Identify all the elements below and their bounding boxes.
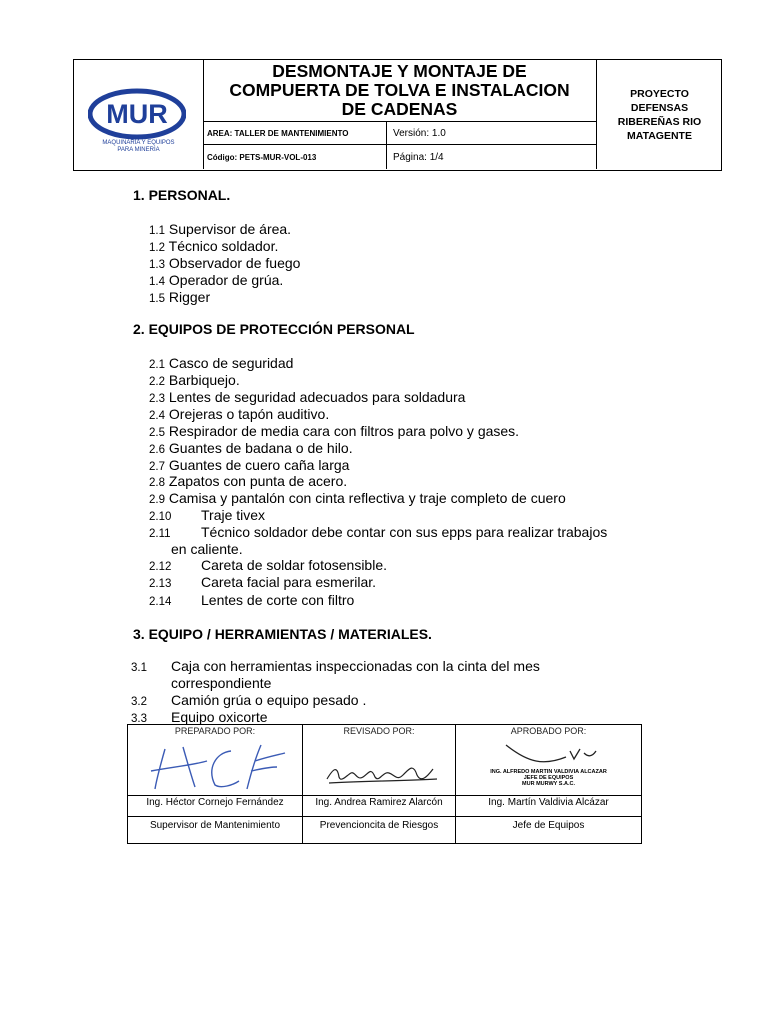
- list-item-text: Traje tivex: [201, 507, 266, 523]
- approved-column: [456, 725, 641, 843]
- title-line: DE CADENAS: [341, 99, 458, 119]
- logo-subtitle: [74, 140, 203, 154]
- project-line: MATAGENTE: [627, 129, 692, 142]
- prepared-name: Ing. Héctor Cornejo Fernández: [146, 797, 284, 808]
- reviewed-header: REVISADO POR:: [343, 726, 415, 736]
- logo-subtitle-line: PARA MINERIA: [117, 147, 160, 153]
- approved-header: APROBADO POR:: [510, 726, 587, 736]
- list-item: 1.4 Operador de grúa.: [149, 272, 284, 288]
- list-item: 2.2 Barbiquejo.: [149, 372, 240, 388]
- list-item: 1.3 Observador de fuego: [149, 255, 301, 271]
- list-item-text: Técnico soldador debe contar con sus epps para realizar trabajos: [201, 524, 608, 540]
- list-item-text: Caja con herramientas inspeccionadas con la cinta del mes: [171, 658, 540, 674]
- signature-martin: [486, 739, 616, 769]
- list-item: 2.4 Orejeras o tapón auditivo.: [149, 406, 330, 422]
- stamp-line: JEFE DE EQUIPOS: [523, 775, 574, 781]
- list-item-text: Camión grúa o equipo pesado .: [171, 692, 367, 708]
- section-title-personal: 1. PERSONAL.: [133, 187, 231, 203]
- prepared-header: PREPARADO POR:: [174, 726, 256, 736]
- page-label: Página: 1/4: [386, 145, 596, 169]
- list-item: 1.2 Técnico soldador.: [149, 238, 279, 254]
- signature-hcf: [143, 741, 293, 793]
- reviewed-name: Ing. Andrea Ramirez Alarcón: [315, 797, 443, 808]
- reviewed-column: [303, 725, 456, 843]
- logo-text: MUR: [106, 99, 168, 129]
- section-title-equipment: 3. EQUIPO / HERRAMIENTAS / MATERIALES.: [133, 626, 432, 642]
- list-item: 2.1 Casco de seguridad: [149, 355, 294, 371]
- meta-row-area: [203, 122, 596, 145]
- reviewed-role: Prevencioncita de Riesgos: [319, 820, 439, 831]
- list-item: 3.3: [131, 713, 147, 725]
- list-item: 2.14: [149, 596, 172, 608]
- list-item: 2.11: [149, 528, 171, 540]
- logo-subtitle-line: MAQUINARIA Y EQUIPOS: [102, 140, 175, 146]
- logo-cell: [74, 60, 204, 169]
- project-line: RIBEREÑAS RIO: [617, 115, 702, 128]
- list-item-text: Careta facial para esmerilar.: [201, 574, 377, 590]
- list-item-text: Careta de soldar fotosensible.: [201, 557, 387, 573]
- list-item-continuation: correspondiente: [171, 675, 272, 691]
- stamp-line: ING. ALFREDO MARTIN VALDIVIA ALCAZAR: [490, 769, 607, 775]
- list-item: 2.10: [149, 511, 172, 523]
- section-title-epp: 2. EQUIPOS DE PROTECCIÓN PERSONAL: [133, 321, 415, 337]
- title-line: DESMONTAJE Y MONTAJE DE: [272, 61, 527, 81]
- version-label: Versión: 1.0: [386, 122, 596, 144]
- code-label: Código: PETS-MUR-VOL-013: [207, 152, 317, 162]
- list-item: 2.7 Guantes de cuero caña larga: [149, 457, 350, 473]
- approved-role: Jefe de Equipos: [512, 820, 585, 831]
- signature-andrea: [323, 755, 443, 789]
- prepared-role: Supervisor de Mantenimiento: [149, 820, 281, 831]
- list-item: 2.5 Respirador de media cara con filtros para polvo y gases.: [149, 423, 520, 439]
- list-item: 2.3 Lentes de seguridad adecuados para soldadura: [149, 389, 466, 405]
- list-item: 2.8 Zapatos con punta de acero.: [149, 473, 348, 489]
- project-line: DEFENSAS: [630, 101, 689, 114]
- document-header: [73, 59, 722, 171]
- list-item: 2.13: [149, 578, 172, 590]
- list-item-text: Equipo oxicorte: [171, 709, 268, 725]
- signature-table: [127, 724, 642, 844]
- list-item-text: Lentes de corte con filtro: [201, 592, 355, 608]
- list-item: 2.9 Camisa y pantalón con cinta reflectiva y traje completo de cuero: [149, 490, 566, 506]
- stamp-line: MUR MURWY S.A.C.: [522, 781, 575, 787]
- list-item: 2.6 Guantes de badana o de hilo.: [149, 440, 353, 456]
- prepared-column: [128, 725, 303, 843]
- area-label: AREA: TALLER DE MANTENIMIENTO: [207, 128, 349, 138]
- list-item: 3.2: [131, 696, 147, 708]
- list-item: 1.5 Rigger: [149, 289, 211, 305]
- approved-name: Ing. Martín Valdivia Alcázar: [488, 797, 609, 808]
- list-item: 3.1: [131, 662, 147, 674]
- project-line: PROYECTO: [630, 87, 689, 100]
- title-line: COMPUERTA DE TOLVA E INSTALACION: [229, 80, 570, 100]
- meta-row-code: [203, 145, 596, 169]
- project-name: [596, 60, 722, 169]
- mur-logo: [88, 88, 186, 140]
- document-title: [203, 60, 596, 122]
- list-item: 2.12: [149, 561, 172, 573]
- list-item-continuation: en caliente.: [171, 541, 243, 557]
- approval-stamp: [456, 769, 641, 787]
- list-item: 1.1 Supervisor de área.: [149, 221, 292, 237]
